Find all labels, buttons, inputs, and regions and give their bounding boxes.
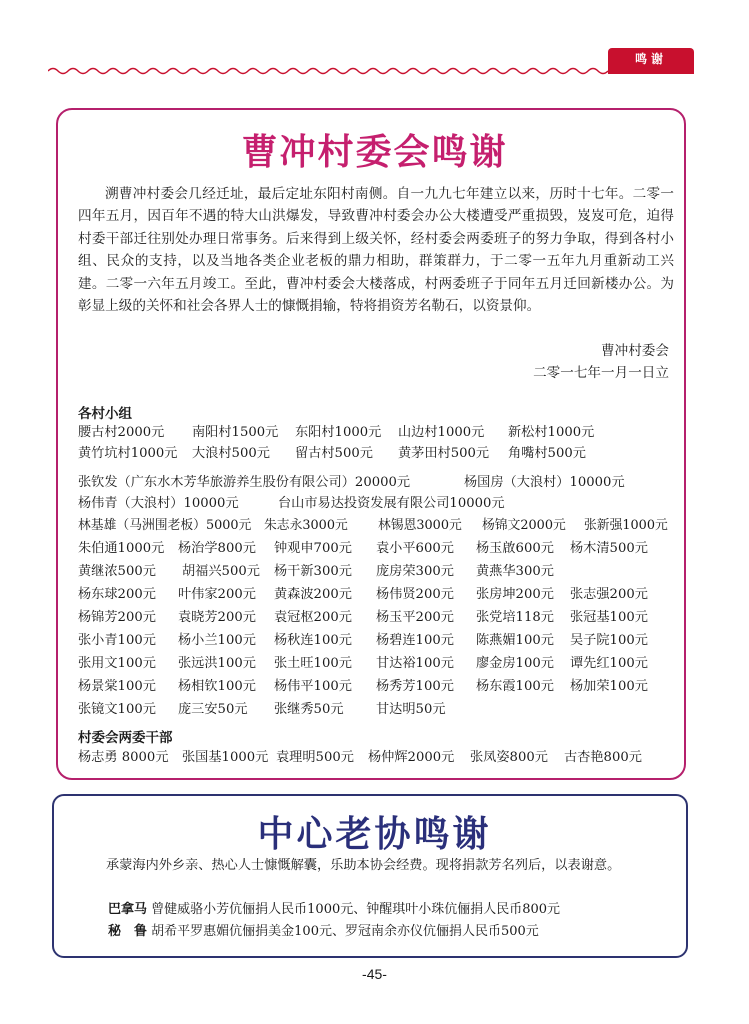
donor-entry: 杨干新300元: [274, 564, 352, 579]
donor-entry: 山边村1000元: [398, 425, 485, 440]
cadres-heading: 村委会两委干部: [78, 730, 173, 746]
donor-entry: 杨秀芳100元: [376, 679, 454, 694]
section2-intro: 承蒙海内外乡亲、热心人士慷慨解囊，乐助本协会经费。现将捐款芳名列后，以表谢意。: [106, 858, 621, 873]
donor-entry: 朱伯通1000元: [78, 541, 165, 556]
donor-entry: 杨木清500元: [570, 541, 648, 556]
donor-entry: 张继秀50元: [274, 702, 344, 717]
donor-entry: 袁理明500元: [276, 750, 354, 765]
donor-entry: 张远洪100元: [178, 656, 256, 671]
donor-entry: 杨志勇 8000元: [78, 750, 169, 765]
donor-text: 胡希平罗惠媚伉俪捐美金100元、罗冠南余亦仪伉俪捐人民币500元: [151, 924, 539, 939]
donor-entry: 张冠基100元: [570, 610, 648, 625]
donor-entry: 胡福兴500元: [182, 564, 260, 579]
donor-entry: 大浪村500元: [192, 446, 270, 461]
donor-entry: 杨锦文2000元: [482, 518, 566, 533]
country-label: 秘 鲁: [108, 924, 148, 939]
donor-entry: 杨加荣100元: [570, 679, 648, 694]
donor-entry: 张新强1000元: [584, 518, 668, 533]
donor-entry: 杨秋连100元: [274, 633, 352, 648]
date-line: 二零一七年一月一日立: [533, 365, 669, 381]
donor-entry: 谭先红100元: [570, 656, 648, 671]
donor-entry: 庞房荣300元: [376, 564, 454, 579]
page-number: -45-: [362, 966, 387, 982]
donor-entry: 角嘴村500元: [508, 446, 586, 461]
donor-entry: 杨东球200元: [78, 587, 156, 602]
donor-entry: 杨小兰100元: [178, 633, 256, 648]
donor-entry: 杨国房（大浪村）10000元: [464, 475, 625, 490]
donor-entry: 张土旺100元: [274, 656, 352, 671]
donor-entry: 张小青100元: [78, 633, 156, 648]
donor-entry: 张用文100元: [78, 656, 156, 671]
donor-entry: 南阳村1500元: [192, 425, 279, 440]
donor-entry: 杨治学800元: [178, 541, 256, 556]
donor-entry: 黄森波200元: [274, 587, 352, 602]
group-heading: 各村小组: [78, 406, 132, 422]
section2-title: 中心老协鸣谢: [257, 814, 492, 855]
donor-entry: 袁晓芳200元: [178, 610, 256, 625]
donor-entry: 陈燕媚100元: [476, 633, 554, 648]
donor-entry: 庞三安50元: [178, 702, 248, 717]
header-wave-rule: [48, 66, 608, 76]
overseas-donor-line: [108, 920, 539, 939]
donor-entry: 东阳村1000元: [295, 425, 382, 440]
donor-entry: 古杏艳800元: [564, 750, 642, 765]
donor-entry: 朱志永3000元: [264, 518, 348, 533]
donor-entry: 林锡恩3000元: [378, 518, 462, 533]
donor-entry: 杨锦芳200元: [78, 610, 156, 625]
donor-entry: 台山市易达投资发展有限公司10000元: [278, 496, 505, 511]
donor-entry: 袁小平600元: [376, 541, 454, 556]
donor-entry: 张党培118元: [476, 610, 554, 625]
donor-entry: 甘达明50元: [376, 702, 446, 717]
donor-entry: 杨伟青（大浪村）10000元: [78, 496, 239, 511]
donor-entry: 张镜文100元: [78, 702, 156, 717]
signature: 曹冲村委会: [601, 343, 669, 359]
donor-entry: 杨景棠100元: [78, 679, 156, 694]
donor-entry: 钟观申700元: [274, 541, 352, 556]
donor-text: 曾健威骆小芳伉俪捐人民币1000元、钟醒琪叶小珠伉俪捐人民币800元: [151, 902, 561, 917]
donor-entry: 杨碧连100元: [376, 633, 454, 648]
section1-intro: 溯曹冲村委会几经迁址，最后定址东阳村南侧。自一九九七年建立以来，历时十七年。二零一四年五月，因百年不遇的特大山洪爆发，导致曹冲村委会办公大楼遭受严重损毁，岌岌可危，迫得村委干部迁往别处办理日常事务。后来得到上级关怀，经村委会两委班子的努力争取，得到各村小组、民众的支持，以及当地各类企业老板的鼎力相助，群策群力，于二零一五年九月重新动工兴建。二零一六年五月竣工。至此，曹冲村委会大楼落成，村两委班子于同年五月迁回新楼办公。为彰显上级的关怀和社会各界人士的慷慨捐输，特将捐资芳名勒石，以资景仰。: [78, 186, 674, 315]
donor-entry: 黄燕华300元: [476, 564, 554, 579]
section-tab: 鸣谢: [608, 48, 694, 70]
donor-entry: 杨伟贤200元: [376, 587, 454, 602]
donor-entry: 杨相钦100元: [178, 679, 256, 694]
donor-entry: 张钦发（广东水木芳华旅游养生股份有限公司）20000元: [78, 475, 411, 490]
donor-entry: 留古村500元: [295, 446, 373, 461]
donor-entry: 张凤姿800元: [470, 750, 548, 765]
donor-entry: 新松村1000元: [508, 425, 595, 440]
donor-entry: 杨仲辉2000元: [368, 750, 455, 765]
donor-entry: 黄茅田村500元: [398, 446, 490, 461]
donor-entry: 甘达裕100元: [376, 656, 454, 671]
overseas-donor-line: [108, 898, 560, 917]
donor-entry: 张志强200元: [570, 587, 648, 602]
donor-entry: 杨玉平200元: [376, 610, 454, 625]
donor-entry: 杨伟平100元: [274, 679, 352, 694]
donor-entry: 叶伟家200元: [178, 587, 256, 602]
donor-entry: 袁冠枢200元: [274, 610, 352, 625]
donor-entry: 张房坤200元: [476, 587, 554, 602]
donor-entry: 张国基1000元: [182, 750, 269, 765]
donor-entry: 杨东霞100元: [476, 679, 554, 694]
donor-entry: 黄继浓500元: [78, 564, 156, 579]
donor-entry: 林基雄（马洲围老板）5000元: [78, 518, 252, 533]
donor-entry: 杨玉啟600元: [476, 541, 554, 556]
country-label: 巴拿马: [108, 902, 148, 917]
donor-entry: 廖金房100元: [476, 656, 554, 671]
section1-title: 曹冲村委会鸣谢: [241, 132, 508, 173]
donor-entry: 吴子院100元: [570, 633, 648, 648]
donor-entry: 黄竹坑村1000元: [78, 446, 178, 461]
donor-entry: 腰古村2000元: [78, 425, 165, 440]
